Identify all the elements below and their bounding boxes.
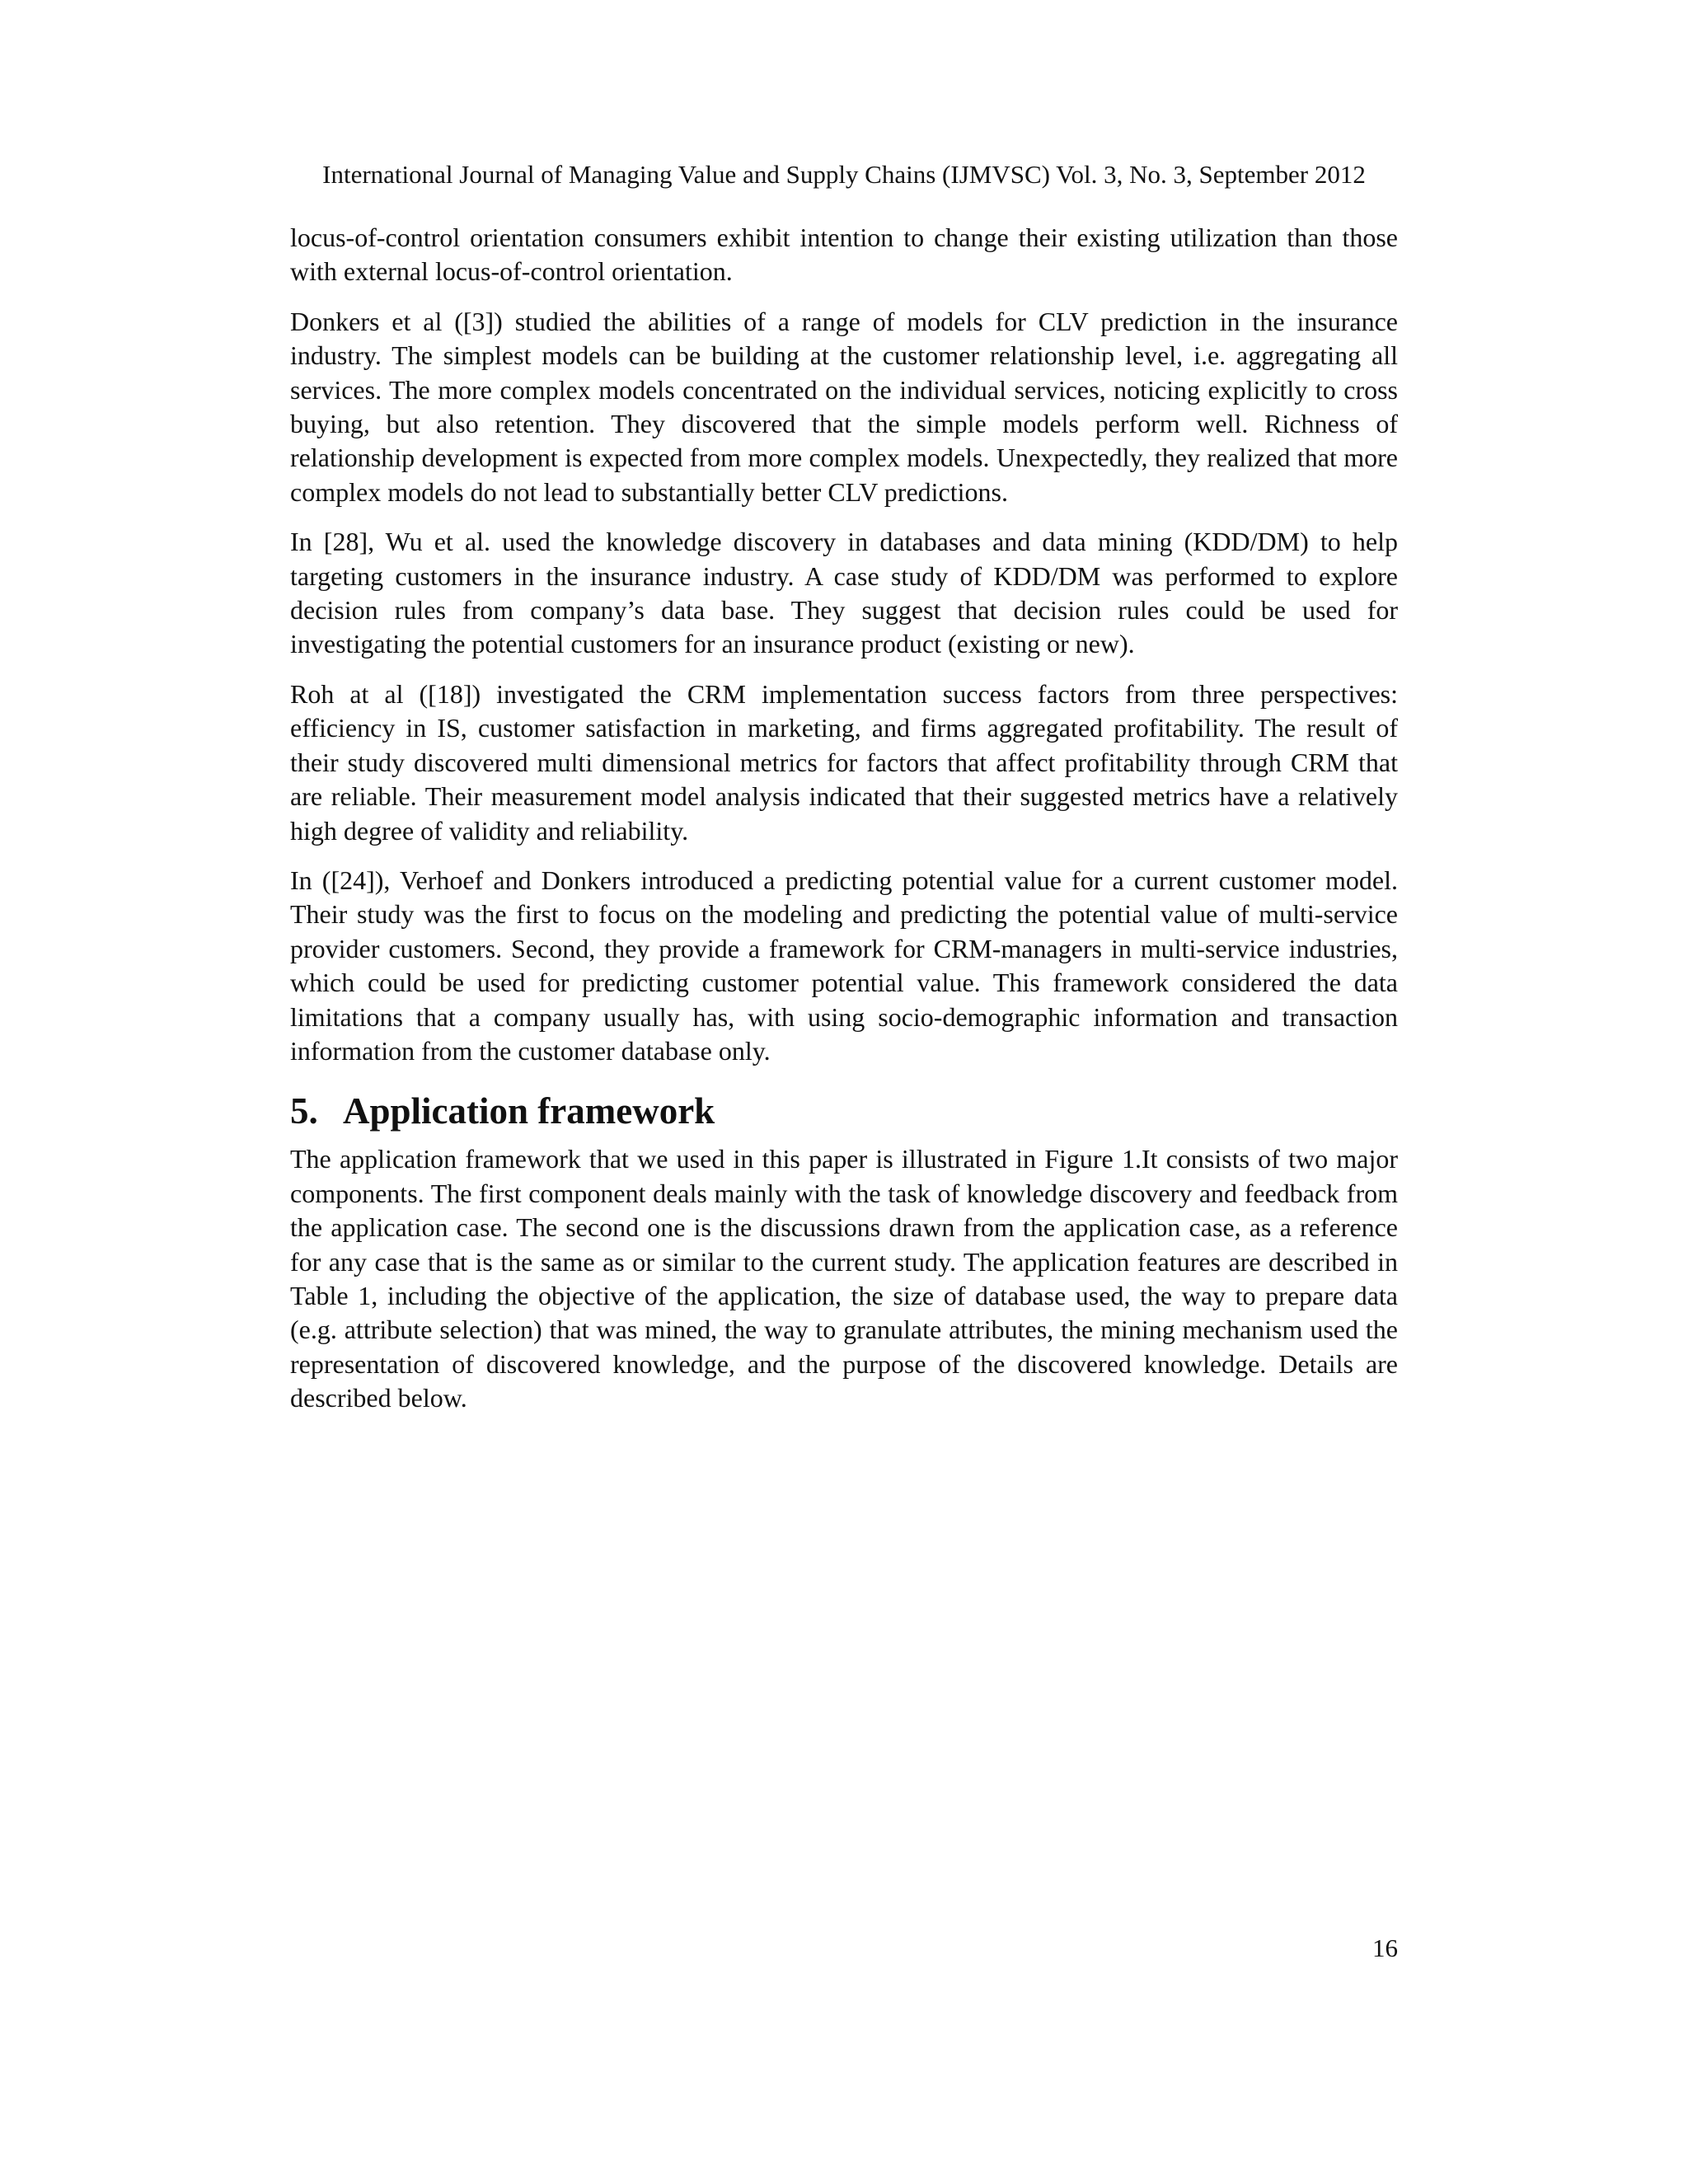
section-heading <box>290 1088 1398 1134</box>
paragraph-roh: Roh at al ([18]) investigated the CRM implementation success factors from three perspectives: efficiency in IS, customer satisfaction in marketing, and firms aggregated profitability. The result of their study discovered multi dimensional metrics for factors that affect profitability through CRM that are reliable. Their measurement model analysis indicated that their suggested metrics have a relatively high degree of validity and reliability. <box>290 678 1398 846</box>
paragraph-application-framework: The application framework that we used in this paper is illustrated in Figure 1.It consists of two major components. The first component deals mainly with the task of knowledge discovery and feedback from the application case. The second one is the discussions drawn from the application case, as a reference for any case that is the same as or similar to the current study. The application features are described in Table 1, including the objective of the application, the size of database used, the way to prepare data (e.g. attribute selection) that was mined, the way to granulate attributes, the mining mechanism used the representation of discovered knowledge, and the purpose of the discovered knowledge. Details are described below. <box>290 1144 1398 1413</box>
paragraph-verhoef: In ([24]), Verhoef and Donkers introduced a predicting potential value for a current customer model. Their study was the first to focus on the modeling and predicting the potential value of multi-service provider customers. Second, they provide a framework for CRM-managers in multi-service industries, which could be used for predicting customer potential value. This framework considered the data limitations that a company usually has, with using socio-demographic information and transaction information from the customer database only. <box>290 865 1398 1066</box>
running-header: International Journal of Managing Value and Supply Chains (IJMVSC) Vol. 3, No. 3, September 2012 <box>322 160 1366 189</box>
paragraph-donkers: Donkers et al ([3]) studied the abilities of a range of models for CLV prediction in the insurance industry. The simplest models can be building at the customer relationship level, i.e. aggregating all services. The more complex models concentrated on the individual services, noticing explicitly to cross buying, but also retention. They discovered that the simple models perform well. Richness of relationship development is expected from more complex models. Unexpectedly, they realized that more complex models do not lead to substantially better CLV predictions. <box>290 306 1398 507</box>
paragraph-locus-of-control: locus-of-control orientation consumers exhibit intention to change their existing utilization than those with external locus-of-control orientation. <box>290 223 1398 287</box>
section-title: Application framework <box>343 1090 715 1132</box>
body-text <box>290 221 1398 1432</box>
section-number: 5. <box>290 1090 318 1132</box>
paragraph-wu: In [28], Wu et al. used the knowledge discovery in databases and data mining (KDD/DM) to help targeting customers in the insurance industry. A case study of KDD/DM was performed to explore decision rules from company’s data base. They suggest that decision rules could be used for investigating the potential customers for an insurance product (existing or new). <box>290 527 1398 659</box>
page-number: 16 <box>1372 1933 1398 1962</box>
